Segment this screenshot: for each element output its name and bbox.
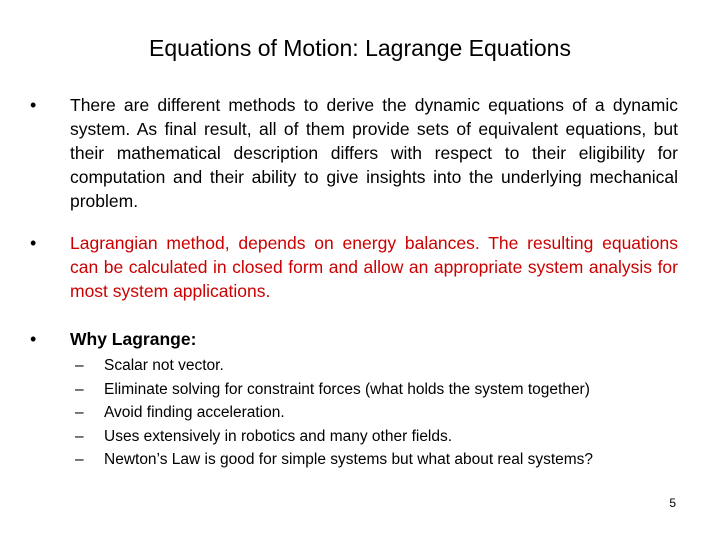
bullet-text: There are different methods to derive the dynamic equations of a dynamic system. As final result, all of them provide sets of equivalent equations, but their mathematical description differs with respect to their eligibility for computation and their ability to give insights into the underlying mechanical problem. [70,95,678,211]
sub-bullet-text: Newton’s Law is good for simple systems but what about real systems? [104,451,594,468]
bullet-item [30,327,678,351]
bullet-marker: • [30,233,37,253]
slide-title: Equations of Motion: Lagrange Equations [149,35,571,61]
sub-bullet-item [75,378,695,402]
bullet-item [30,93,678,213]
sub-bullet-text: Avoid finding acceleration. [104,404,285,421]
sub-bullet-text: Scalar not vector. [104,357,224,374]
bullet-marker: • [30,329,37,349]
sub-bullet-item [75,425,695,449]
sub-bullet-text: Uses extensively in robotics and many other fields. [104,427,453,445]
dash-marker: – [75,357,84,374]
dash-marker: – [75,380,84,398]
sub-bullet-item [75,448,695,472]
dash-marker: – [75,451,84,468]
sub-bullet-item [75,401,695,425]
bullet-marker: • [30,95,37,115]
sub-bullet-list [75,354,695,472]
sub-bullet-item [75,354,695,378]
bullet-heading: Why Lagrange: [70,329,197,349]
dash-marker: – [75,404,84,421]
bullet-item [30,231,678,303]
sub-bullet-text: Eliminate solving for constraint forces (what holds the system together) [104,380,590,398]
page-number: 5 [669,496,676,510]
dash-marker: – [75,427,84,445]
bullet-text-highlighted: Lagrangian method, depends on energy balances. The resulting equations can be calculated in closed form and allow an appropriate system analysis for most system applications. [70,233,678,301]
